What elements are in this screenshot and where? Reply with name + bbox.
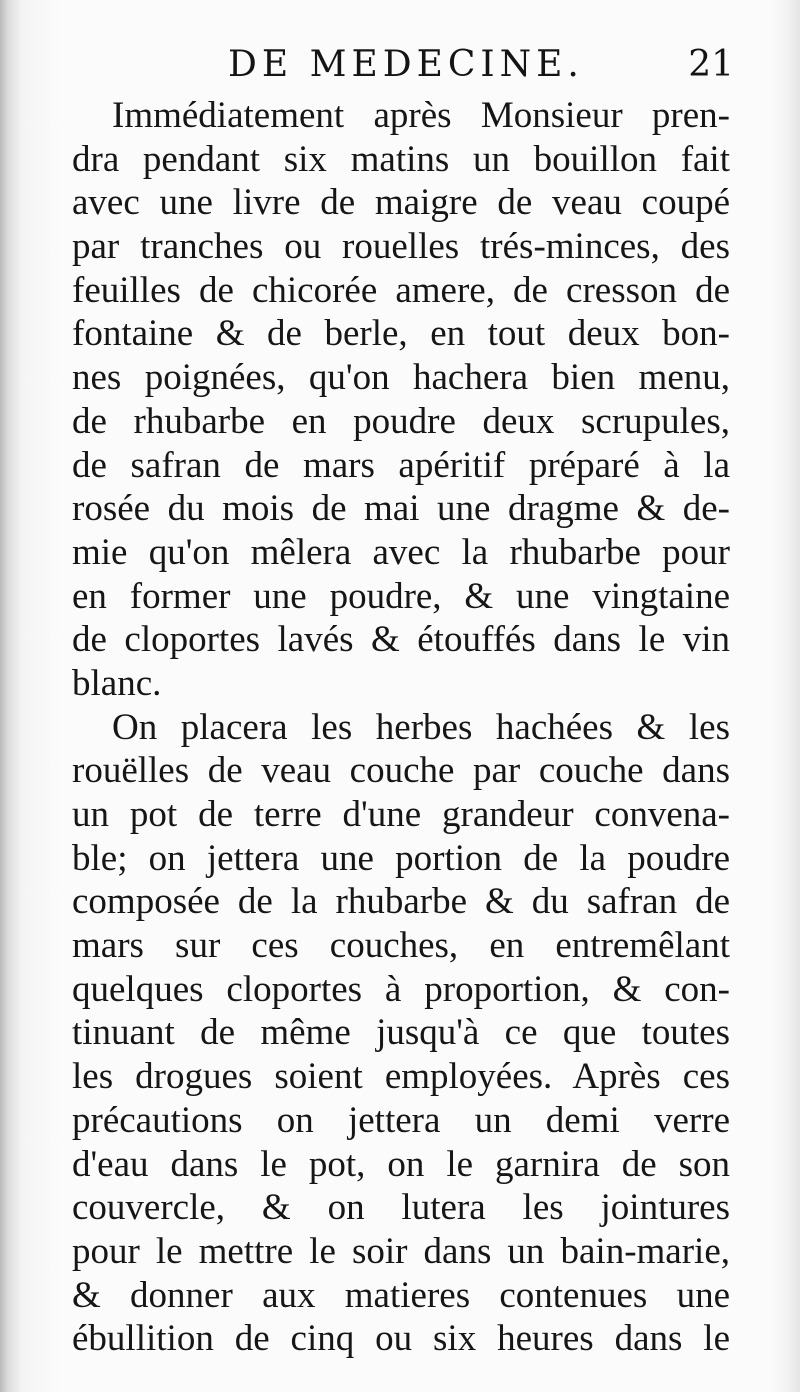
text-line: quelques cloportes à proportion, & con- — [72, 968, 730, 1010]
text-line: tinuant de même jusqu'à ce que toutes — [72, 1012, 730, 1054]
text-line: pour le mettre le soir dans un bain-marie, — [72, 1230, 730, 1272]
text-line: de rhubarbe en poudre deux scrupules, — [72, 400, 730, 442]
text-line: un pot de terre d'une grandeur convena- — [72, 794, 730, 835]
page-number: 21 — [688, 44, 734, 85]
text-line: de cloportes lavés & étouffés dans le vin — [72, 619, 730, 661]
text-line: ébullition de cinq ou six heures dans le — [72, 1318, 730, 1360]
text-line: mie qu'on mêlera avec la rhubarbe pour — [72, 531, 730, 573]
text-line: précautions on jettera un demi verre — [72, 1099, 730, 1141]
text-line: Immédiatement après Monsieur pren- — [112, 95, 730, 136]
text-line: rouëlles de veau couche par couche dans — [72, 750, 730, 792]
text-line: mars sur ces couches, en entremêlant — [72, 925, 730, 967]
text-line: feuilles de chicorée amere, de cresson de — [72, 269, 730, 311]
text-line: avec une livre de maigre de veau coupé — [72, 182, 730, 224]
text-line: & donner aux matieres contenues une — [72, 1274, 730, 1316]
page-header — [0, 44, 800, 94]
text-line: On placera les herbes hachées & les — [112, 706, 730, 748]
text-line: blanc. — [72, 662, 162, 704]
text-line: ble; on jettera une portion de la poudre — [72, 837, 730, 879]
text-line: composée de la rhubarbe & du safran de — [72, 881, 730, 923]
text-line: les drogues soient employées. Après ces — [72, 1056, 730, 1098]
text-line: de safran de mars apéritif préparé à la — [72, 444, 730, 486]
text-line: d'eau dans le pot, on le garnira de son — [72, 1143, 730, 1185]
running-head: DE MEDECINE. — [228, 44, 584, 85]
text-line: nes poignées, qu'on hachera bien menu, — [72, 357, 730, 399]
text-line: par tranches ou rouelles trés-minces, des — [72, 226, 730, 268]
text-line: fontaine & de berle, en tout deux bon- — [72, 313, 730, 355]
text-line: en former une poudre, & une vingtaine — [72, 575, 730, 617]
text-line: dra pendant six matins un bouillon fait — [72, 138, 730, 180]
text-line: couvercle, & on lutera les jointures — [72, 1187, 730, 1229]
text-line: rosée du mois de mai une dragme & de- — [72, 488, 730, 530]
body-text — [72, 94, 730, 1361]
